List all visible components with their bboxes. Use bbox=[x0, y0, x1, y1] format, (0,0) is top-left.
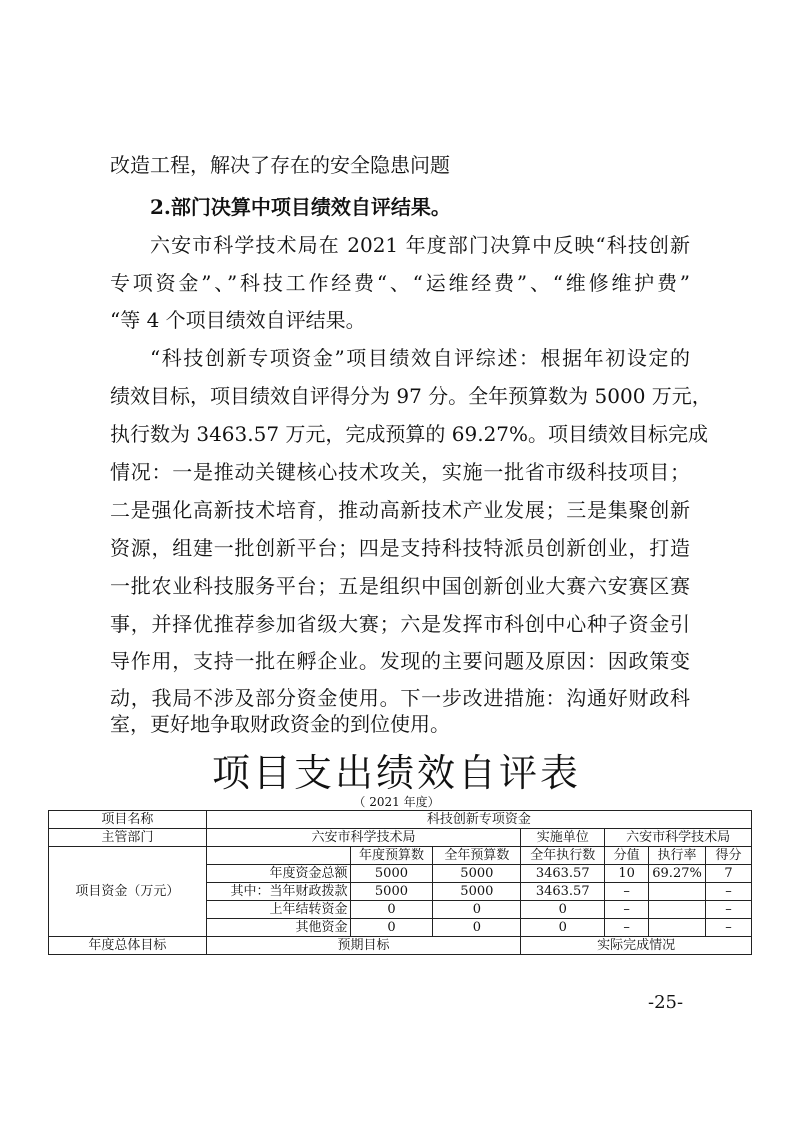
cell: 全年预算数 bbox=[433, 847, 521, 865]
body-line: 导作用，支持一批在孵企业。发现的主要问题及原因：因政策变 bbox=[110, 649, 690, 673]
body-line: “科技创新专项资金”项目绩效自评综述：根据年初设定的 bbox=[150, 346, 690, 370]
cell: 0 bbox=[350, 901, 433, 919]
body-line: 绩效目标，项目绩效自评得分为 97 分。全年预算数为 5000 万元， bbox=[110, 384, 712, 408]
cell: 3463.57 bbox=[521, 865, 605, 883]
self-evaluation-table bbox=[48, 810, 752, 955]
cell: 其他资金 bbox=[206, 919, 350, 937]
page-number: -25- bbox=[648, 992, 684, 1013]
cell: 10 bbox=[605, 865, 649, 883]
table-year: （ 2021 年度） bbox=[353, 795, 440, 809]
cell: 预期目标 bbox=[206, 937, 521, 955]
section-heading: 2.部门决算中项目绩效自评结果。 bbox=[150, 195, 451, 219]
cell: 科技创新专项资金 bbox=[206, 811, 751, 829]
body-line: 一批农业科技服务平台；五是组织中国创新创业大赛六安赛区赛 bbox=[110, 574, 690, 598]
cell: 5000 bbox=[350, 865, 433, 883]
table-row bbox=[49, 829, 752, 847]
body-line: 情况：一是推动关键核心技术攻关，实施一批省市级科技项目； bbox=[110, 460, 690, 484]
cell: 0 bbox=[521, 901, 605, 919]
body-line: 二是强化高新技术培育，推动高新技术产业发展；三是集聚创新 bbox=[110, 498, 690, 522]
cell: – bbox=[605, 919, 649, 937]
cell: 5000 bbox=[433, 883, 521, 901]
table-row bbox=[49, 847, 752, 865]
cell bbox=[649, 919, 706, 937]
cell: 上年结转资金 bbox=[206, 901, 350, 919]
cell: 5000 bbox=[433, 865, 521, 883]
cell bbox=[649, 901, 706, 919]
cell: – bbox=[706, 901, 752, 919]
cell bbox=[649, 883, 706, 901]
body-line: 改造工程，解决了存在的安全隐患问题 bbox=[110, 153, 450, 177]
table-row bbox=[49, 937, 752, 955]
cell: 其中：当年财政拨款 bbox=[206, 883, 350, 901]
cell: 实施单位 bbox=[521, 829, 605, 847]
cell: 得分 bbox=[706, 847, 752, 865]
cell: 0 bbox=[521, 919, 605, 937]
body-line: 专项资金”、”科技工作经费“、“运维经费”、“维修维护费” bbox=[110, 271, 690, 295]
table-title: 项目支出绩效自评表 bbox=[211, 751, 581, 795]
cell: – bbox=[706, 919, 752, 937]
cell: – bbox=[605, 883, 649, 901]
body-line: 动，我局不涉及部分资金使用。下一步改进措施：沟通好财政科 bbox=[110, 686, 690, 710]
cell: 0 bbox=[350, 919, 433, 937]
cell: – bbox=[706, 883, 752, 901]
cell: 六安市科学技术局 bbox=[605, 829, 752, 847]
cell: 实际完成情况 bbox=[521, 937, 752, 955]
cell: 执行率 bbox=[649, 847, 706, 865]
cell: 六安市科学技术局 bbox=[206, 829, 521, 847]
cell: 分值 bbox=[605, 847, 649, 865]
body-line: 事，并择优推荐参加省级大赛；六是发挥市科创中心种子资金引 bbox=[110, 612, 690, 636]
cell: 年度资金总额 bbox=[206, 865, 350, 883]
body-line-last: 室，更好地争取财政资金的到位使用。 bbox=[110, 712, 450, 736]
cell: – bbox=[605, 901, 649, 919]
cell: 全年执行数 bbox=[521, 847, 605, 865]
cell: 项目名称 bbox=[49, 811, 207, 829]
cell: 年度预算数 bbox=[350, 847, 433, 865]
cell: 0 bbox=[433, 901, 521, 919]
body-line: 六安市科学技术局在 2021 年度部门决算中反映“科技创新 bbox=[150, 233, 690, 257]
body-line: 资源，组建一批创新平台；四是支持科技特派员创新创业，打造 bbox=[110, 536, 690, 560]
cell: 主管部门 bbox=[49, 829, 207, 847]
cell: 项目资金（万元） bbox=[49, 847, 207, 937]
cell: 69.27% bbox=[649, 865, 706, 883]
cell: 7 bbox=[706, 865, 752, 883]
cell: 0 bbox=[433, 919, 521, 937]
cell: 年度总体目标 bbox=[49, 937, 207, 955]
cell bbox=[206, 847, 350, 865]
body-line: 执行数为 3463.57 万元，完成预算的 69.27%。项目绩效目标完成 bbox=[110, 422, 709, 446]
cell: 3463.57 bbox=[521, 883, 605, 901]
body-line: “等 4 个项目绩效自评结果。 bbox=[110, 308, 366, 332]
cell: 5000 bbox=[350, 883, 433, 901]
table-row bbox=[49, 811, 752, 829]
